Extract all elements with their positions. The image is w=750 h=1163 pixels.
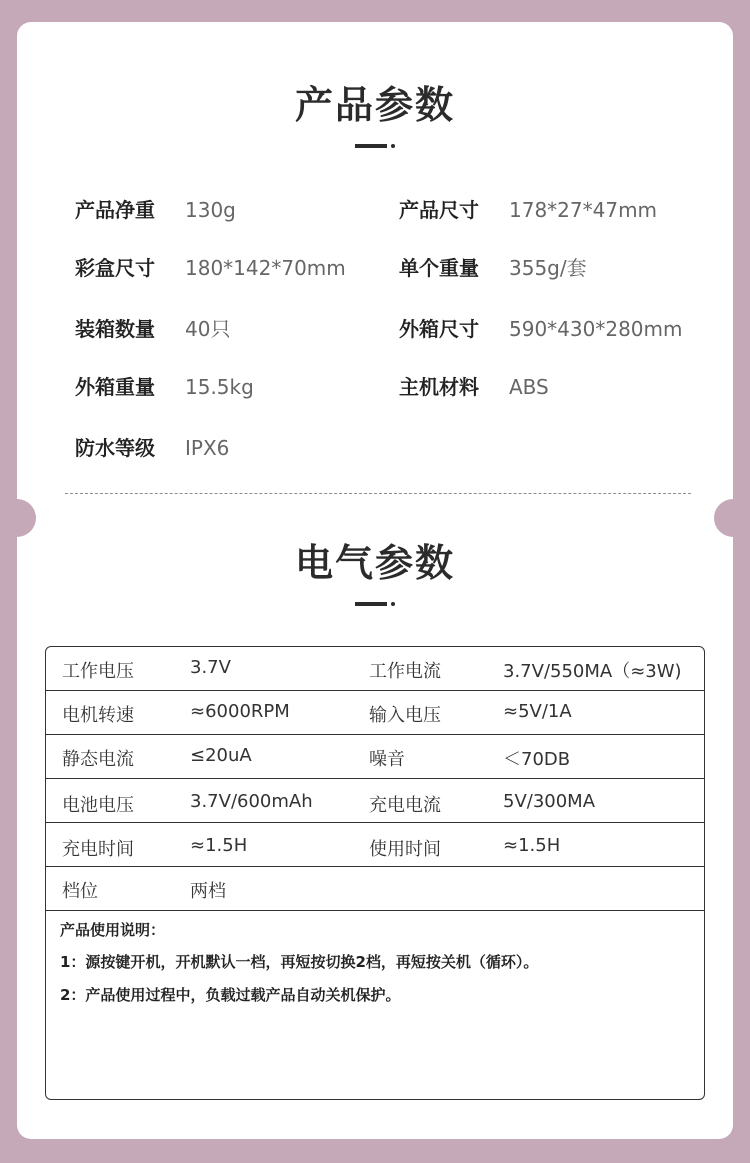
spec-item (75, 434, 229, 462)
spec-item (75, 373, 254, 401)
table-row (46, 823, 704, 867)
spec-item (399, 196, 657, 224)
table-cell: ≈1.5H (503, 835, 561, 856)
table-cell: 3.7V/550MA（≈3W) (503, 661, 682, 682)
spec-value: 180*142*70mm (185, 256, 346, 280)
dashed-divider (65, 493, 691, 494)
spec-item (399, 315, 683, 343)
table-cell: ≈6000RPM (190, 701, 290, 722)
table-row (46, 735, 704, 779)
note-line: 1：源按键开机，开机默认一档，再短按切换2档，再短按关机（循环）。 (60, 953, 539, 971)
table-row (46, 867, 704, 911)
spec-item (399, 373, 549, 401)
table-cell: 噪音 (369, 749, 405, 770)
table-cell: 两档 (190, 881, 226, 902)
spec-key: 装箱数量 (75, 317, 155, 341)
table-cell: 工作电压 (62, 661, 134, 682)
spec-value: 40只 (185, 317, 231, 341)
spec-key: 单个重量 (399, 256, 479, 280)
table-cell: ≈5V/1A (503, 701, 572, 722)
spec-item (75, 196, 236, 224)
table-cell: 电池电压 (62, 795, 134, 816)
table-row (46, 691, 704, 735)
notes-title: 产品使用说明： (60, 921, 166, 939)
table-cell: 工作电流 (369, 661, 441, 682)
table-cell: ≈1.5H (190, 835, 248, 856)
spec-item (75, 254, 346, 282)
table-cell: ＜70DB (503, 749, 571, 770)
spec-value: ABS (509, 375, 549, 399)
title-dot (391, 602, 395, 606)
spec-key: 外箱尺寸 (399, 317, 479, 341)
table-cell: 使用时间 (369, 839, 441, 860)
table-cell: 输入电压 (369, 705, 441, 726)
spec-key: 彩盒尺寸 (75, 256, 155, 280)
electrical-table (45, 646, 705, 1100)
spec-key: 产品净重 (75, 198, 155, 222)
table-cell: 档位 (62, 881, 98, 902)
table-row (46, 779, 704, 823)
table-cell: 电机转速 (62, 705, 134, 726)
table-cell: 充电电流 (369, 795, 441, 816)
table-row (46, 647, 704, 691)
spec-value: 590*430*280mm (509, 317, 683, 341)
title-underline (355, 144, 387, 148)
spec-value: 178*27*47mm (509, 198, 658, 222)
table-cell: 静态电流 (62, 749, 134, 770)
spec-key: 防水等级 (75, 436, 155, 460)
table-cell: 5V/300MA (503, 791, 596, 812)
note-line: 2：产品使用过程中，负载过载产品自动关机保护。 (60, 986, 401, 1004)
spec-key: 产品尺寸 (399, 198, 479, 222)
table-cell: ≤20uA (190, 745, 252, 766)
spec-item (75, 315, 230, 343)
electrical-params-title: 电气参数 (294, 541, 455, 585)
spec-value: IPX6 (185, 436, 230, 460)
table-cell: 3.7V (190, 657, 231, 678)
spec-value: 130g (185, 198, 236, 222)
title-underline (355, 602, 387, 606)
spec-key: 主机材料 (399, 375, 479, 399)
spec-item (399, 254, 587, 282)
product-params-title: 产品参数 (294, 83, 455, 127)
spec-value: 15.5kg (185, 375, 254, 399)
spec-value: 355g/套 (509, 256, 587, 280)
table-cell: 充电时间 (62, 839, 134, 860)
spec-key: 外箱重量 (75, 375, 155, 399)
title-dot (391, 144, 395, 148)
table-cell: 3.7V/600mAh (190, 791, 313, 812)
spec-card (17, 22, 733, 1139)
